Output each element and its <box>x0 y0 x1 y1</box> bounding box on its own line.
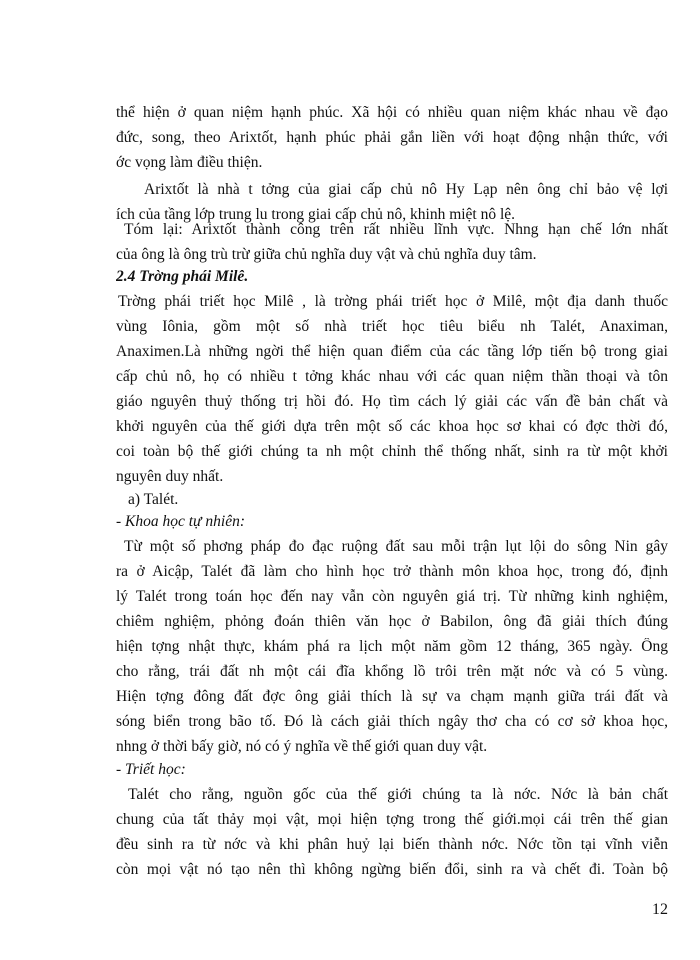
text-line: khởi nguyên của thế giới dựa trên một số các khoa học sơ khai có đợc thời đó, <box>116 418 668 435</box>
text-line: Tóm lại: Arixtốt thành công trên rất nhiều lĩnh vực. Nhng hạn chế lớn nhất <box>124 221 668 238</box>
section-heading: 2.4 Trờng phái Milê. <box>116 268 249 285</box>
text-line: cho rằng, trái đất nh một cái đĩa khổng lồ trôi trên mặt nớc và có 5 vùng. <box>116 663 668 680</box>
text-line: đều sinh ra từ nớc và khi phân huỷ lại biến thành nớc. Nớc tồn tại vĩnh viễn <box>116 836 668 853</box>
text-line: nguyên duy nhất. <box>116 468 224 485</box>
text-line: Anaximen.Là những ngời thể hiện quan điểm của các tầng lớp tiến bộ trong giai <box>116 343 668 360</box>
text-line: còn mọi vật nó tạo nên thì không ngừng biến đổi, sinh ra và chết đi. Toàn bộ <box>116 861 668 878</box>
subsection-label: - Khoa học tự nhiên: <box>116 513 245 530</box>
text-line: Trờng phái triết học Milê , là trờng phái triết học ở Milê, một địa danh thuốc <box>118 293 668 310</box>
subsection-label: - Triết học: <box>116 761 186 778</box>
subsection-heading: a) Talét. <box>128 491 179 508</box>
text-line: ra ở Aicập, Talét đã làm cho hình học trở thành môn khoa học, trong đó, định <box>116 563 668 580</box>
text-line: vùng Iônia, gồm một số nhà triết học tiêu biểu nh Talét, Anaximan, <box>116 318 668 335</box>
text-line: Hiện tợng đông đất đợc ông giải thích là sự va chạm mạnh giữa trái đất và <box>116 688 668 705</box>
text-line: hiện tợng nhật thực, khám phá ra lịch một năm gồm 12 tháng, 365 ngày. Ông <box>116 638 668 655</box>
text-line: giáo nguyên thuỷ thống trị hồi đó. Họ tìm cách lý giải các vấn đề bản chất và <box>116 393 668 410</box>
text-line: ích của tầng lớp trung lu trong giai cấp chủ nô, khinh miệt nô lệ. <box>116 206 516 223</box>
text-line: lý Talét trong toán học đến nay vẫn còn nguyên giá trị. Từ những kinh nghiệm, <box>116 588 668 605</box>
text-line: coi toàn bộ thế giới chúng ta nh một chỉnh thể thống nhất, sinh ra từ một khởi <box>116 443 668 460</box>
text-line: của ông là ông trù trừ giữa chủ nghĩa duy vật và chủ nghĩa duy tâm. <box>116 246 537 263</box>
text-line: Talét cho rằng, nguồn gốc của thế giới chúng ta là nớc. Nớc là bản chất <box>128 786 668 803</box>
text-line: sóng biển trong bão tố. Đó là cách giải thích ngây thơ cha có cơ sở khoa học, <box>116 713 668 730</box>
text-line: ớc vọng làm điều thiện. <box>116 154 263 171</box>
text-line: nhng ở thời bấy giờ, nó có ý nghĩa về thế giới quan duy vật. <box>116 738 488 755</box>
text-line: Từ một số phơng pháp đo đạc ruộng đất sau mỗi trận lụt lội do sông Nin gây <box>124 538 668 555</box>
text-line: Arixtốt là nhà t tởng của giai cấp chủ nô Hy Lạp nên ông chỉ bảo vệ lợi <box>144 181 668 198</box>
page-number: 12 <box>652 901 668 918</box>
text-line: đức, song, theo Arixtốt, hạnh phúc phải gắn liền với hoạt động nhận thức, với <box>116 129 668 146</box>
text-line: chiêm nghiệm, phỏng đoán thiên văn học ở Babilon, ông đã giải thích đúng <box>116 613 668 630</box>
text-line: chung của tất thảy mọi vật, mọi hiện tợng trong thế giới.mọi cái trên thế gian <box>116 811 668 828</box>
text-line: cấp chủ nô, họ có nhiều t tởng khác nhau với các quan niệm thần thoại và tôn <box>116 368 668 385</box>
text-line: thể hiện ở quan niệm hạnh phúc. Xã hội có nhiều quan niệm khác nhau về đạo <box>116 104 668 121</box>
